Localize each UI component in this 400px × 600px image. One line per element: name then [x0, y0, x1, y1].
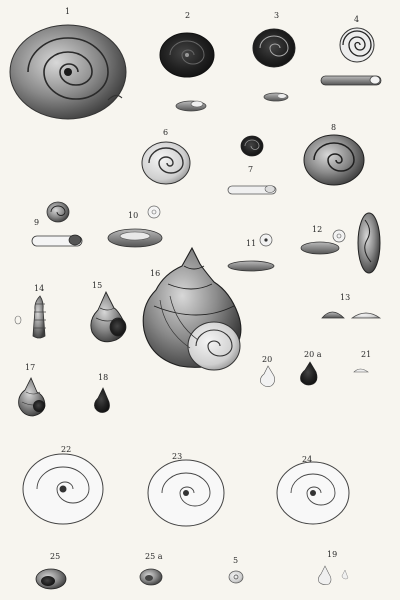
shell-figure-9: [32, 202, 82, 246]
figure-label-18: 18: [98, 373, 109, 382]
figure-label-2: 2: [185, 11, 191, 20]
figure-label-15: 15: [92, 281, 103, 290]
shell-figure-14: [15, 296, 46, 338]
shell-figure-23: [148, 460, 224, 526]
shell-figure-5: [229, 571, 243, 583]
figure-label-8: 8: [331, 123, 337, 132]
figure-label-9: 9: [34, 218, 40, 227]
figure-label-24: 24: [302, 455, 313, 464]
figure-label-17: 17: [25, 363, 36, 372]
figure-label-22: 22: [61, 445, 72, 454]
shell-figure-3: [253, 29, 295, 101]
figure-label-20a: 20 a: [304, 350, 322, 359]
shell-figure-15: [91, 292, 126, 342]
shell-figure-1: [10, 25, 126, 119]
figure-label-13: 13: [340, 293, 351, 302]
figure-label-5: 5: [233, 556, 239, 565]
figure-label-20: 20: [262, 355, 273, 364]
shell-figure-24: [277, 462, 349, 524]
shell-figure-12: [301, 213, 380, 273]
figure-label-14: 14: [34, 284, 45, 293]
shell-figure-22: [23, 454, 103, 524]
figure-label-11: 11: [246, 239, 257, 248]
figure-label-6: 6: [163, 128, 169, 137]
shell-figure-13: [322, 312, 380, 318]
shell-figure-16: [143, 248, 241, 370]
figure-label-3: 3: [274, 11, 280, 20]
figure-label-16: 16: [150, 269, 161, 278]
figure-label-21: 21: [361, 350, 372, 359]
shell-figure-4: [321, 28, 381, 85]
figure-label-12: 12: [312, 225, 323, 234]
figure-label-10: 10: [128, 211, 139, 220]
shell-figure-8: [304, 135, 364, 185]
figure-label-7: 7: [248, 165, 254, 174]
shell-figure-18: [94, 388, 109, 413]
shell-figure-17: [19, 378, 45, 416]
shell-figure-25a: [140, 569, 162, 585]
figure-label-25a: 25 a: [145, 552, 163, 561]
shell-figure-21: [354, 369, 368, 372]
figure-label-19: 19: [327, 550, 338, 559]
figure-label-23: 23: [172, 452, 183, 461]
shell-figure-25: [36, 569, 66, 589]
shell-figure-19: [318, 566, 348, 585]
figure-label-1: 1: [65, 7, 71, 16]
shell-figure-20a: [301, 362, 318, 385]
shell-figure-20: [260, 366, 274, 387]
figure-label-25: 25: [50, 552, 61, 561]
figure-label-4: 4: [354, 15, 360, 24]
shell-figure-6: [142, 142, 190, 184]
shell-figure-2: [160, 33, 214, 111]
